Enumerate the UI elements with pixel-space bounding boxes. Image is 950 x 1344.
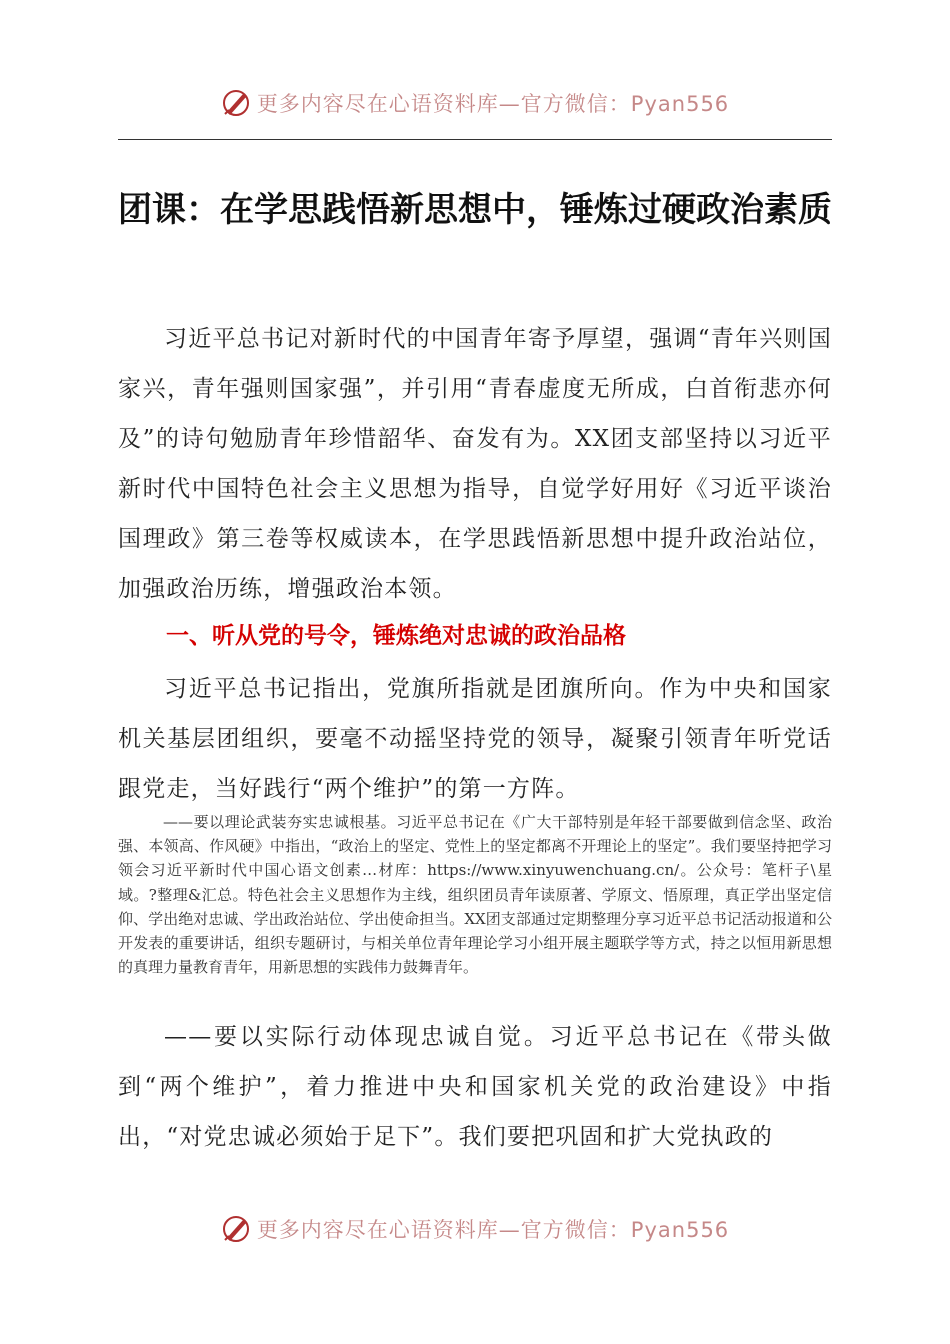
watermark-text: 更多内容尽在心语资料库—官方微信：Pyan556 <box>256 92 730 116</box>
header-rule <box>118 139 832 140</box>
paragraph-4: ——要以实际行动体现忠诚自觉。习近平总书记在《带头做到“两个维护”，着力推进中央和国家机关党的政治建设》中指出，“对党忠诚必须始于足下”。我们要把巩固和扩大党执政的 <box>118 1024 832 1150</box>
watermark-text: 更多内容尽在心语资料库—官方微信：Pyan556 <box>256 1218 730 1242</box>
watermark-banner-top <box>0 83 950 123</box>
pen-logo-icon <box>221 88 251 118</box>
watermark-banner-bottom <box>0 1209 950 1249</box>
paragraph-3-small: ——要以理论武装夯实忠诚根基。习近平总书记在《广大干部特别是年轻干部要做到信念坚、政治强、本领高、作风硬》中指出，“政治上的坚定、党性上的坚定都离不开理论上的坚定”。我们要坚持把学习领会习近平新时代中国心语文创素…材库：https://www.xinyuwenchuang.cn/。公众号：笔杆子\星域。?整理&汇总。特色社会主义思想作为主线，组织团员青年读原著、学原文、悟原理，真正学出坚定信仰、学出绝对忠诚、学出政治站位、学出使命担当。XX团支部通过定期整理分享习近平总书记活动报道和公开发表的重要讲话，组织专题研讨，与相关单位青年理论学习小组开展主题联学等方式，持之以恒用新思想的真理力量教育青年，用新思想的实践伟力鼓舞青年。 <box>118 813 832 977</box>
paragraph-2: 习近平总书记指出，党旗所指就是团旗所向。作为中央和国家机关基层团组织，要毫不动摇坚持党的领导，凝聚引领青年听党话跟党走，当好践行“两个维护”的第一方阵。 <box>118 676 832 802</box>
document-title: 团课：在学思践悟新思想中，锤炼过硬政治素质 <box>118 190 832 230</box>
section-heading-1: 一、听从党的号令，锤炼绝对忠诚的政治品格 <box>166 623 626 649</box>
intro-paragraph: 习近平总书记对新时代的中国青年寄予厚望，强调“青年兴则国家兴，青年强则国家强”，并引用“青春虚度无所成，白首衔悲亦何及”的诗句勉励青年珍惜韶华、奋发有为。XX团支部坚持以习近平新时代中国特色社会主义思想为指导，自觉学好用好《习近平谈治国理政》第三卷等权威读本，在学思践悟新思想中提升政治站位，加强政治历练，增强政治本领。 <box>118 326 832 602</box>
pen-logo-icon <box>221 1214 251 1244</box>
